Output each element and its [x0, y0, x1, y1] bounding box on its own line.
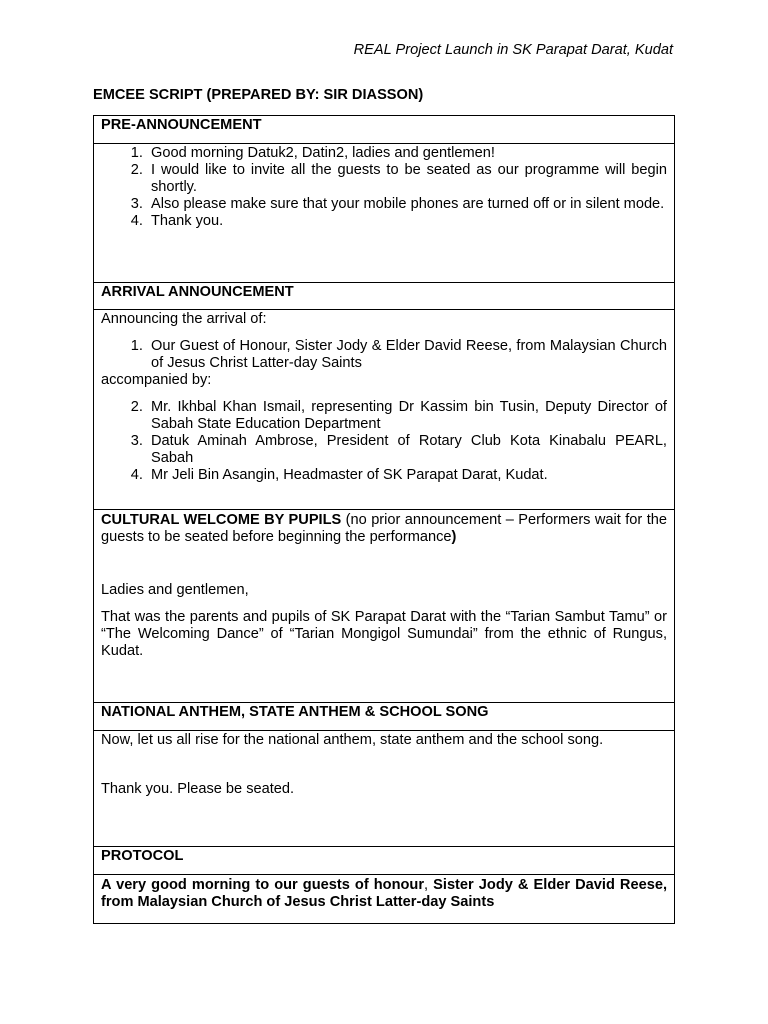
- list-item: 3. Datuk Aminah Ambrose, President of Rotary Club Kota Kinabalu PEARL, Sabah: [147, 433, 667, 467]
- list-item: 3. Also please make sure that your mobile phones are turned off or in silent mode.: [147, 196, 667, 213]
- list-item: 1. Our Guest of Honour, Sister Jody & Elder David Reese, from Malaysian Church of Jesus Christ Latter-day Saints: [147, 338, 667, 372]
- list-item: 4. Mr Jeli Bin Asangin, Headmaster of SK Parapat Darat, Kudat.: [147, 467, 667, 484]
- anthem-line: Now, let us all rise for the national anthem, state anthem and the school song.: [101, 732, 604, 748]
- list-item: 4. Thank you.: [147, 213, 667, 230]
- pre-announcement-heading-row: [94, 116, 675, 144]
- section-heading: NATIONAL ANTHEM, STATE ANTHEM & SCHOOL SONG: [94, 703, 675, 731]
- document-title: EMCEE SCRIPT (PREPARED BY: SIR DIASSON): [93, 87, 424, 103]
- cultural-content-row: [94, 510, 675, 703]
- section-heading: PROTOCOL: [94, 847, 675, 875]
- section-heading: CULTURAL WELCOME BY PUPILS: [101, 512, 342, 528]
- protocol-content: [94, 875, 675, 924]
- pre-announcement-content-row: [94, 144, 675, 283]
- protocol-comma: ,: [424, 877, 429, 893]
- pre-announcement-content: [94, 144, 675, 283]
- guest-of-honour-list: [101, 338, 667, 372]
- cultural-heading: [101, 512, 667, 546]
- list-item: 2. I would like to invite all the guests to be seated as our programme will begin shortly.: [147, 162, 667, 196]
- anthem-line: Thank you. Please be seated.: [101, 781, 295, 797]
- arrival-content: [94, 310, 675, 510]
- cultural-body: That was the parents and pupils of SK Parapat Darat with the “Tarian Sambut Tamu” or “The Welcoming Dance” of “Tarian Mongigol Sumundai” from the ethnic of Rungus, Kudat.: [101, 609, 667, 659]
- accompanied-label: accompanied by:: [101, 372, 212, 388]
- anthem-heading-row: [94, 703, 675, 731]
- protocol-greeting: A very good morning to our guests of honour: [101, 877, 425, 893]
- protocol-heading-row: [94, 847, 675, 875]
- cultural-content: [94, 510, 675, 703]
- protocol-content-row: [94, 875, 675, 924]
- emcee-script-table: [93, 115, 675, 924]
- accompanying-guests-list: [101, 399, 667, 484]
- arrival-heading-row: [94, 283, 675, 310]
- arrival-intro: Announcing the arrival of:: [101, 311, 267, 327]
- cultural-note-close: ): [451, 529, 457, 545]
- section-heading: PRE-ANNOUNCEMENT: [94, 116, 675, 144]
- protocol-text: [101, 877, 667, 911]
- list-item: 2. Mr. Ikhbal Khan Ismail, representing Dr Kassim bin Tusin, Deputy Director of Sabah State Education Department: [147, 399, 667, 433]
- anthem-content: [94, 731, 675, 847]
- cultural-greeting: Ladies and gentlemen,: [101, 582, 249, 598]
- pre-announcement-list: [101, 145, 667, 230]
- section-heading: ARRIVAL ANNOUNCEMENT: [94, 283, 675, 310]
- arrival-content-row: [94, 310, 675, 510]
- anthem-content-row: [94, 731, 675, 847]
- list-item: 1. Good morning Datuk2, Datin2, ladies and gentlemen!: [147, 145, 667, 162]
- protocol-guests: Sister Jody & Elder David Reese, from Malaysian Church of Jesus Christ Latter-day Saints: [101, 877, 667, 910]
- cultural-note: (no prior announcement – Performers wait for the guests to be seated before beginning the performance: [101, 512, 667, 545]
- page-header: REAL Project Launch in SK Parapat Darat, Kudat: [353, 42, 673, 58]
